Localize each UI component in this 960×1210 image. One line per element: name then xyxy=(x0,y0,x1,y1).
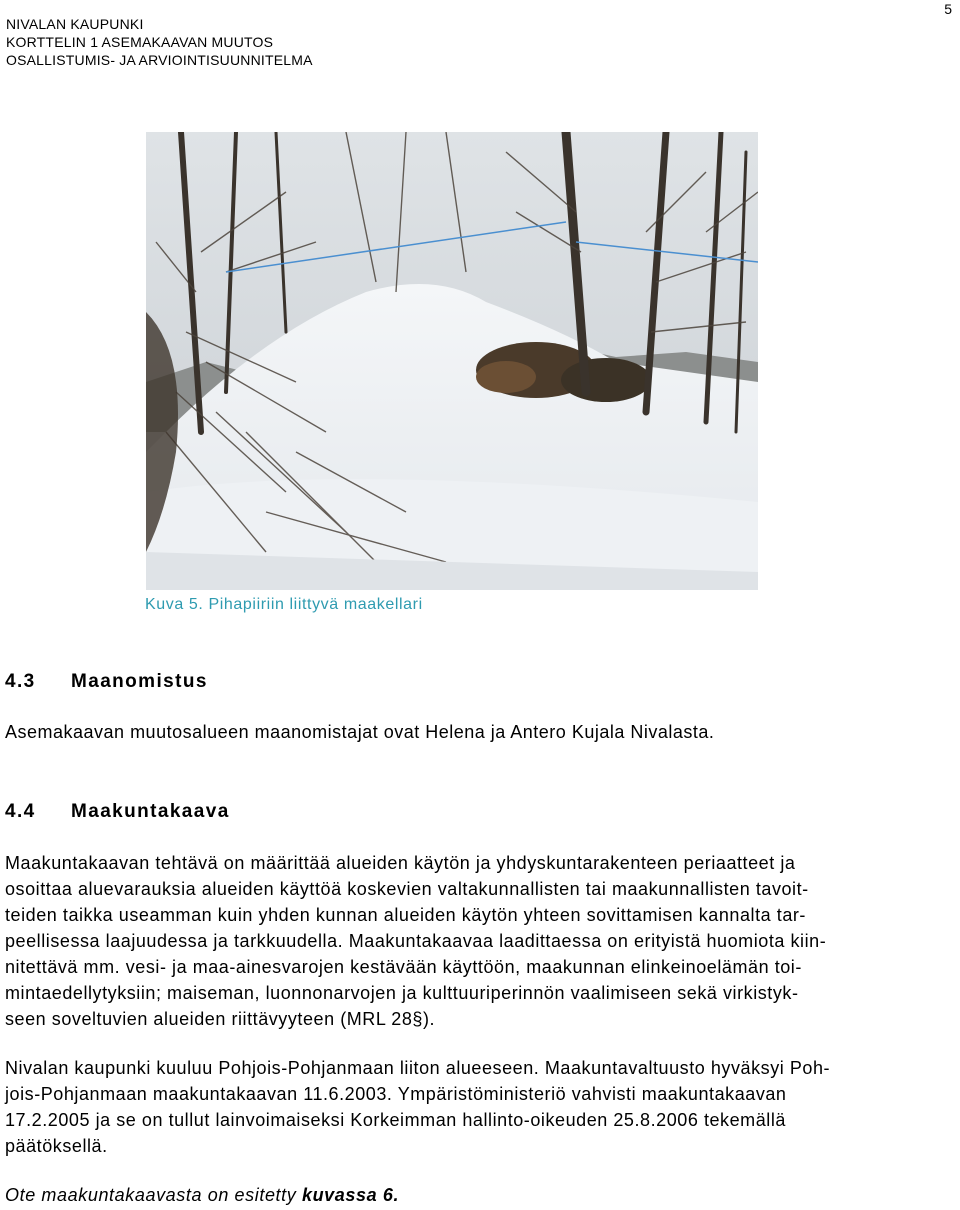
reference-figure-link: kuvassa 6. xyxy=(301,1185,400,1205)
section-number: 4.3 xyxy=(5,671,36,692)
figure-reference xyxy=(5,1185,399,1206)
paragraph-line: seen soveltuvien alueiden riittävyyteen (MRL 28§). xyxy=(5,1009,436,1029)
section-heading-4-4 xyxy=(5,801,230,823)
section-title: Maanomistus xyxy=(71,671,208,692)
paragraph-line: Nivalan kaupunki kuuluu Pohjois-Pohjanmaan liiton alueeseen. Maakuntavaltuusto hyväksyi Poh- xyxy=(5,1058,831,1078)
paragraph-line: teiden taikka useamman kuin yhden kunnan alueiden käytön yhteen sovittamisen kannalta tar- xyxy=(5,905,806,925)
section-4-3-text: Asemakaavan muutosalueen maanomistajat ovat Helena ja Antero Kujala Nivalasta. xyxy=(5,722,715,742)
paragraph-line: nitettävä mm. vesi- ja maa-ainesvarojen kestävään käyttöön, maakunnan elinkeinoelämän toi- xyxy=(5,957,802,977)
header-line-2: KORTTELIN 1 ASEMAKAAVAN MUUTOS xyxy=(6,34,274,50)
root-cellar-photo xyxy=(146,132,758,590)
section-4-4-paragraph-1 xyxy=(5,850,826,1032)
paragraph-line: osoittaa aluevarauksia alueiden käyttöä koskevien valtakunnallisten tai maakunnallisten tavoit- xyxy=(5,879,809,899)
reference-text: Ote maakuntakaavasta on esitetty xyxy=(5,1185,302,1205)
header-line-1: NIVALAN KAUPUNKI xyxy=(6,16,144,32)
section-title: Maakuntakaava xyxy=(71,801,230,822)
header-line-3: OSALLISTUMIS- JA ARVIOINTISUUNNITELMA xyxy=(6,52,313,68)
paragraph-line: peellisessa laajuudessa ja tarkkuudella. Maakuntakaavaa laadittaessa on erityistä huomiota kiin- xyxy=(5,931,827,951)
paragraph-line: mintaedellytyksiin; maiseman, luonnonarvojen ja kulttuuriperinnön vaalimiseen sekä virkistyk- xyxy=(5,983,799,1003)
figure-caption: Kuva 5. Pihapiiriin liittyvä maakellari xyxy=(145,596,423,613)
section-number: 4.4 xyxy=(5,801,36,822)
paragraph-line: 17.2.2005 ja se on tullut lainvoimaiseksi Korkeimman hallinto-oikeuden 25.8.2006 tekemällä xyxy=(5,1110,786,1130)
page-number: 5 xyxy=(944,1,952,17)
section-heading-4-3 xyxy=(5,671,208,693)
paragraph-line: jois-Pohjanmaan maakuntakaavan 11.6.2003. Ympäristöministeriö vahvisti maakuntakaavan xyxy=(5,1084,787,1104)
paragraph-line: päätöksellä. xyxy=(5,1136,108,1156)
section-4-4-paragraph-2 xyxy=(5,1055,830,1159)
paragraph-line: Maakuntakaavan tehtävä on määrittää alueiden käytön ja yhdyskuntarakenteen periaatteet ja xyxy=(5,853,796,873)
